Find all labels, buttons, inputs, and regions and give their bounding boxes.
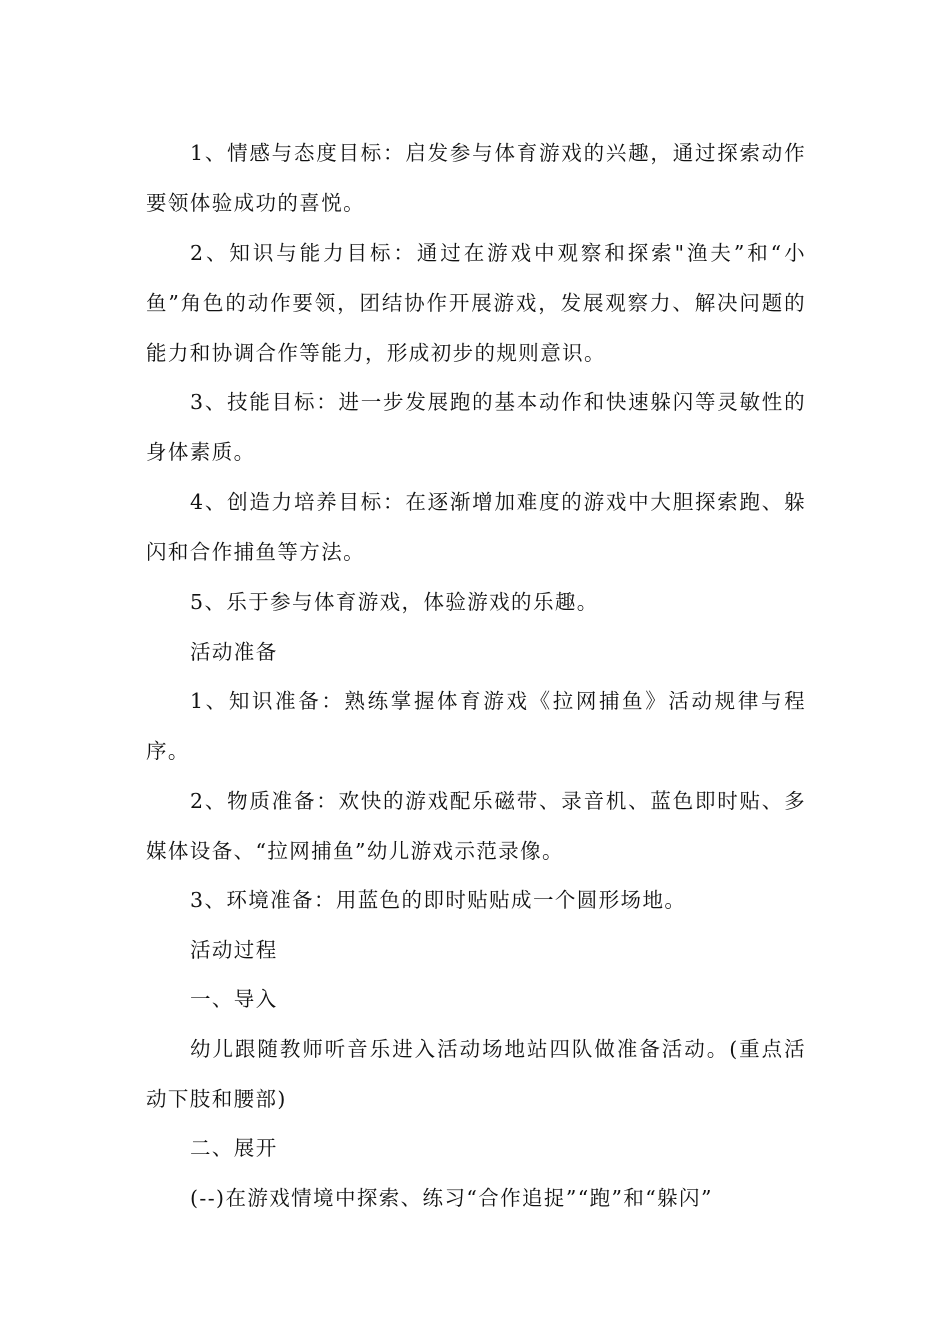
goal-emotion-attitude: 1、情感与态度目标：启发参与体育游戏的兴趣，通过探索动作要领体验成功的喜悦。 bbox=[146, 141, 806, 215]
prep-materials: 2、物质准备：欢快的游戏配乐磁带、录音机、蓝色即时贴、多媒体设备、“拉网捕鱼”幼儿游戏示范录像。 bbox=[146, 789, 806, 863]
goal-skill: 3、技能目标：进一步发展跑的基本动作和快速躲闪等灵敏性的身体素质。 bbox=[146, 390, 806, 464]
subheading-introduction: 一、导入 bbox=[190, 987, 278, 1011]
subheading-development: 二、展开 bbox=[190, 1136, 278, 1160]
development-step-one: (--)在游戏情境中探索、练习“合作追捉”“跑”和“躲闪” bbox=[190, 1186, 713, 1210]
goal-creativity: 4、创造力培养目标：在逐渐增加难度的游戏中大胆探索跑、躲闪和合作捕鱼等方法。 bbox=[146, 490, 806, 564]
intro-warmup: 幼儿跟随教师听音乐进入活动场地站四队做准备活动。(重点活动下肢和腰部) bbox=[146, 1037, 806, 1111]
section-heading-process: 活动过程 bbox=[190, 938, 278, 962]
section-heading-preparation: 活动准备 bbox=[190, 640, 278, 664]
prep-knowledge: 1、知识准备：熟练掌握体育游戏《拉网捕鱼》活动规律与程序。 bbox=[146, 689, 806, 763]
prep-environment: 3、环境准备：用蓝色的即时贴贴成一个圆形场地。 bbox=[190, 888, 687, 912]
goal-knowledge-ability: 2、知识与能力目标：通过在游戏中观察和探索"渔夫”和“小鱼”角色的动作要领，团结协作开展游戏，发展观察力、解决问题的能力和协调合作等能力，形成初步的规则意识。 bbox=[146, 241, 806, 365]
goal-enjoyment: 5、乐于参与体育游戏，体验游戏的乐趣。 bbox=[190, 590, 599, 614]
